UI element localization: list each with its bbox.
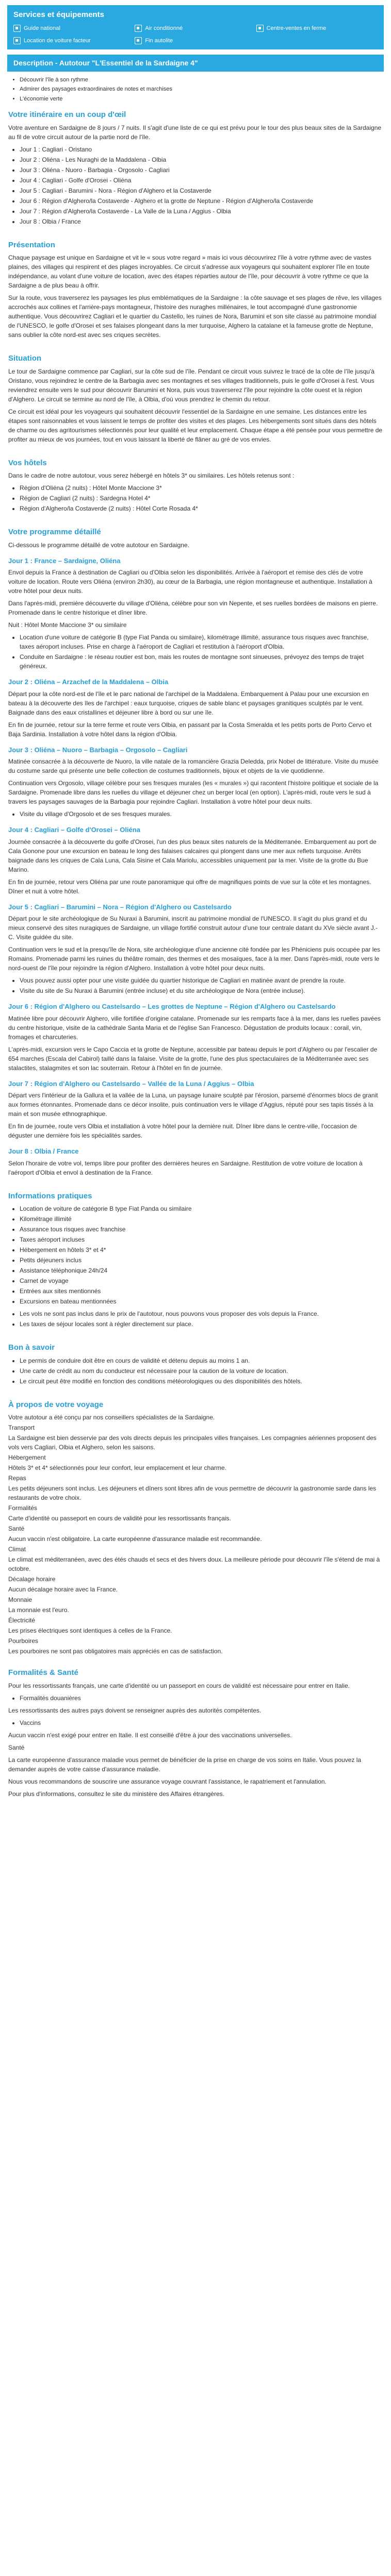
list-item: • Les taxes de séjour locales sont à régler directement sur place. bbox=[20, 1319, 383, 1329]
paragraph: Continuation vers Orgosolo, village célèbre pour ses fresques murales (les « murales ») qui racontent l'histoire politique et sociale de la Sardaigne. Promenade libre dans les ruelles du village et déjeuner chez un berger local (en option). L'après-midi, route vers le sud à travers les paysages sauvages de la Barbagia pour rejoindre Cagliari. Installation à votre hôtel pour deux nuits. bbox=[8, 779, 379, 805]
car-icon bbox=[13, 37, 21, 44]
day-title: Jour 7 : Région d'Alghero ou Castelsardo – Vallée de la Luna / Aggius – Olbia bbox=[8, 1079, 254, 1088]
presentation-title: Présentation bbox=[8, 240, 55, 249]
day-block bbox=[8, 677, 383, 739]
list-item: • Visite du village d'Orgosolo et de ses fresques murales. bbox=[20, 809, 383, 819]
paragraph: Aucun vaccin n'est exigé pour entrer en Italie. Il est conseillé d'être à jour des vaccinations universelles. bbox=[8, 1731, 292, 1739]
paragraph: Envol depuis la France à destination de Cagliari ou d'Olbia selon les disponibilités. Arrivée à l'aéroport et remise des clés de votre voiture de location. Route vers Oliéna (environ 2h30), au cœur de la Barbagia, une région montagneuse et authentique. Installation à votre hôtel pour deux nuits. bbox=[8, 569, 372, 595]
paragraph: Décalage horaire bbox=[8, 1575, 56, 1583]
paragraph: En fin de journée, route vers Olbia et installation à votre hôtel pour la dernière nuit. Dîner libre dans le centre-ville, l'occasion de déguster une dernière fois les spécialités sardes. bbox=[8, 1123, 357, 1139]
situation-section bbox=[7, 345, 384, 449]
list-item: • Jour 7 : Région d'Alghero/la Costaverde - La Valle de la Luna / Aggius - Olbia bbox=[20, 207, 383, 216]
program-title: Votre programme détaillé bbox=[8, 528, 101, 536]
paragraph: Santé bbox=[8, 1525, 25, 1532]
paragraph: Carte d'identité ou passeport en cours de validité pour les ressortissants français. bbox=[8, 1515, 231, 1522]
paragraph: Ci-dessous le programme détaillé de votre autotour en Sardaigne. bbox=[8, 541, 189, 549]
list-item: • Conduite en Sardaigne : le réseau routier est bon, mais les routes de montagne sont sinueuses, prévoyez des temps de trajet généreux. bbox=[20, 652, 383, 671]
paragraph: La monnaie est l'euro. bbox=[8, 1606, 69, 1614]
list-item: • Kilométrage illimité bbox=[20, 1214, 383, 1224]
paragraph: Départ pour la côte nord-est de l'île et le parc national de l'archipel de la Maddalena. Embarquement à Palau pour une excursion en bateau à la découverte des îles de l'archipel : eaux turquoise, criques de sable blanc et paysages granitiques sculptés par le vent. Baignade dans des eaux cristallines et déjeuner libre à bord ou sur une île. bbox=[8, 690, 369, 716]
list-item: • L'économie verte bbox=[20, 95, 383, 104]
overview-list bbox=[8, 145, 383, 226]
list-item: • Vaccins bbox=[20, 1718, 383, 1727]
paragraph: Les ressortissants des autres pays doivent se renseigner auprès des autorités compétentes. bbox=[8, 1706, 262, 1714]
day-block bbox=[8, 1146, 383, 1177]
list-item: • Hébergement en hôtels 3* et 4* bbox=[20, 1245, 383, 1255]
paragraph: Hébergement bbox=[8, 1454, 46, 1461]
paragraph: Sur la route, vous traverserez les paysages les plus emblématiques de la Sardaigne : la côte sauvage et ses plages de rêve, les villages accrochés aux collines et l'arrière-pays montagneux, l'histoire des nuraghes millénaires, le tout accompagné d'une gastronomie authentique. Vous découvrirez Cagliari et le quartier du Castello, les ruines de Nora, Barumini et son site classé au patrimoine mondial de l'UNESCO, le golfe d'Orosei et ses falaises plongeant dans la mer turquoise, Alghero la catalane et la fameuse grotte de Neptune, sans oublier la côte nord-est avec ses criques secrètes. bbox=[8, 294, 382, 338]
intro-text: Votre aventure en Sardaigne de 8 jours / 7 nuits. Il s'agit d'une liste de ce qui est prévu pour le tour des plus beaux sites de la Sardaigne au fil de votre circuit autour de la partie nord de l'île. bbox=[8, 124, 382, 141]
day-block bbox=[8, 825, 383, 896]
services-grid bbox=[13, 24, 378, 45]
autolite-icon bbox=[135, 37, 142, 44]
intro-title: Votre itinéraire en un coup d'œil bbox=[8, 110, 126, 119]
paragraph: Santé bbox=[8, 1743, 25, 1751]
formalities-list bbox=[8, 1718, 383, 1727]
day-block bbox=[8, 1079, 383, 1141]
day-block bbox=[8, 902, 383, 996]
paragraph: Nuit : Hôtel Monte Maccione 3* ou similaire bbox=[8, 621, 127, 629]
list-item: • Jour 6 : Région d'Alghero/la Costaverde - Alghero et la grotte de Neptune - Région d'Alghero/la Costaverde bbox=[20, 196, 383, 206]
practical-notes bbox=[8, 1309, 383, 1329]
paragraph: En fin de journée, retour sur la terre ferme et route vers Olbia, en passant par la Costa Smeralda et les petits ports de Porto Cervo et Baja Sardinia. Installation à votre hôtel dans la région d'Olbia. bbox=[8, 721, 372, 738]
day-block bbox=[8, 556, 383, 671]
list-item: • Région de Cagliari (2 nuits) : Sardegna Hotel 4* bbox=[20, 494, 383, 503]
services-panel bbox=[7, 5, 384, 49]
service-item: Centre-ventes en ferme bbox=[256, 24, 378, 33]
day-title: Jour 3 : Oliéna – Nuoro – Barbagia – Orgosolo – Cagliari bbox=[8, 745, 188, 754]
list-item: • Région d'Oliéna (2 nuits) : Hôtel Monte Maccione 3* bbox=[20, 483, 383, 493]
list-item: • Jour 4 : Cagliari - Golfe d'Orosei - Oliéna bbox=[20, 176, 383, 185]
list-item: • Jour 5 : Cagliari - Barumini - Nora - Région d'Alghero et la Costaverde bbox=[20, 186, 383, 195]
paragraph: Les prises électriques sont identiques à celles de la France. bbox=[8, 1627, 172, 1634]
day-title: Jour 1 : France – Sardaigne, Oliéna bbox=[8, 556, 121, 565]
paragraph: Dans le cadre de notre autotour, vous serez hébergé en hôtels 3* ou similaires. Les hôtels retenus sont : bbox=[8, 472, 295, 479]
hotels-list bbox=[8, 483, 383, 513]
list-item: • Location d'une voiture de catégorie B (type Fiat Panda ou similaire), kilométrage illimité, assurance tous risques avec franchise, taxes aéroport incluses. Prise en charge à l'aéroport de Cagliari et restitution à l'aéroport d'Olbia. bbox=[20, 633, 383, 651]
paragraph: Ce circuit est idéal pour les voyageurs qui souhaitent découvrir l'essentiel de la Sardaigne en une semaine. Les distances entre les étapes sont raisonnables et vous laissent le temps de profiter des visites et des plages. Les hébergements sont situés dans des hôtels de charme ou des agritourismes sélectionnés pour leur qualité et leur emplacement. Chaque étape a été pensée pour vous permettre de profiter au mieux de vos journées, tout en vous laissant la liberté de flâner au gré de vos envies. bbox=[8, 408, 383, 443]
good-to-know-list bbox=[8, 1356, 383, 1386]
service-item: Guide national bbox=[13, 24, 135, 33]
farm-icon bbox=[256, 25, 264, 32]
paragraph: Chaque paysage est unique en Sardaigne et vit le « sous votre regard » mais ici vous découvrirez l'île à votre rythme avec de vastes plaines, des villages qui respirent et des plages incroyables. Ce circuit s'adresse aux voyageurs qui souhaitent explorer l'île en toute indépendance, au volant d'une voiture de location, avec des étapes réparties autour de l'île, pour découvrir à votre rythme ce que la Sardaigne a de plus beau à offrir. bbox=[8, 254, 372, 289]
day-block bbox=[8, 1002, 383, 1073]
guide-icon bbox=[13, 25, 21, 32]
paragraph: Dans l'après-midi, première découverte du village d'Oliéna, célèbre pour son vin Nepente, et ses ruelles bordées de maisons en pierre. Promenade dans le centre historique et dîner libre. bbox=[8, 600, 378, 616]
paragraph: L'après-midi, excursion vers le Capo Caccia et la grotte de Neptune, accessible par bateau depuis le port d'Alghero ou par l'escalier de 654 marches (Escala del Cabirol) taillé dans la falaise. Visite de la grotte, l'une des plus spectaculaires de la Méditerranée avec ses stalactites, stalagmites et son lac souterrain. Retour à l'hôtel en fin de journée. bbox=[8, 1045, 378, 1072]
about-section bbox=[7, 1391, 384, 1659]
highlights-section bbox=[7, 72, 384, 231]
paragraph: Les pourboires ne sont pas obligatoires mais appréciés en cas de satisfaction. bbox=[8, 1648, 223, 1655]
list-item: • Entrées aux sites mentionnés bbox=[20, 1286, 383, 1296]
service-item: Air conditionné bbox=[135, 24, 256, 33]
paragraph: Hôtels 3* et 4* sélectionnés pour leur confort, leur emplacement et leur charme. bbox=[8, 1464, 226, 1471]
presentation-section bbox=[7, 231, 384, 345]
list-item: • Assistance téléphonique 24h/24 bbox=[20, 1266, 383, 1275]
list-item: • Le permis de conduire doit être en cours de validité et détenu depuis au moins 1 an. bbox=[20, 1356, 383, 1365]
paragraph: La Sardaigne est bien desservie par des vols directs depuis les principales villes françaises. Les compagnies aériennes proposent des vols vers Cagliari, Olbia et Alghero, selon les saisons. bbox=[8, 1434, 377, 1451]
paragraph: Matinée libre pour découvrir Alghero, ville fortifiée d'origine catalane. Promenade sur les remparts face à la mer, dans les ruelles pavées du centre historique, visite de la cathédrale Santa Maria et de l'église San Francesco. Dégustation de produits locaux : corail, vin, fromages et charcuteries. bbox=[8, 1014, 381, 1041]
paragraph: Départ pour le site archéologique de Su Nuraxi à Barumini, inscrit au patrimoine mondial de l'UNESCO. Il s'agit du plus grand et du mieux conservé des sites nuragiques de Sardaigne, un village fortifié construit autour d'une tour centrale datant du XVe siècle avant J.-C. Visite guidée du site. bbox=[8, 915, 378, 941]
paragraph: Le tour de Sardaigne commence par Cagliari, sur la côte sud de l'île. Pendant ce circuit vous suivrez le tracé de la côte de l'île jusqu'à Oristano, vous rejoindrez le centre de la Barbagia avec ses montagnes et ses villages traditionnels, puis le golfe d'Orosei à l'est. Vous reviendrez ensuite vers le sud pour découvrir Barumini et Nora, puis vous traverserez l'île pour rejoindre la côte ouest et la région d'Alghero. Le circuit se termine au nord de l'île, à Olbia, d'où vous prendrez le chemin du retour. bbox=[8, 367, 374, 403]
list-item: • Les vols ne sont pas inclus dans le prix de l'autotour, nous pouvons vous proposer des vols depuis la France. bbox=[20, 1309, 383, 1318]
paragraph: Repas bbox=[8, 1475, 26, 1482]
list-item: • Jour 2 : Oliéna - Les Nuraghi de la Maddalena - Olbia bbox=[20, 155, 383, 164]
paragraph: Départ vers l'intérieur de la Gallura et la vallée de la Luna, un paysage lunaire sculpté par l'érosion, parsemé d'énormes blocs de granit aux formes étonnantes. Promenade dans ce décor insolite, puis continuation vers le village d'Aggius, réputé pour ses tapis tissés à la main et son musée ethnographique. bbox=[8, 1092, 378, 1117]
list-item: • Visite du site de Su Nuraxi à Barumini (entrée incluse) et du site archéologique de Nora (entrée incluse). bbox=[20, 986, 383, 995]
day-title: Jour 8 : Olbia / France bbox=[8, 1147, 79, 1155]
day-bullets bbox=[8, 809, 383, 819]
day-title: Jour 2 : Oliéna – Arzachef de la Maddalena – Olbia bbox=[8, 678, 169, 686]
paragraph: Transport bbox=[8, 1424, 35, 1431]
day-block bbox=[8, 745, 383, 819]
list-item: • Jour 1 : Cagliari - Oristano bbox=[20, 145, 383, 154]
day-bullets bbox=[8, 633, 383, 671]
list-item: • Taxes aéroport incluses bbox=[20, 1235, 383, 1244]
practical-section bbox=[7, 1182, 384, 1334]
paragraph: Nous vous recommandons de souscrire une assurance voyage couvrant l'assistance, le rapatriement et l'annulation. bbox=[8, 1777, 327, 1785]
good-to-know-section bbox=[7, 1334, 384, 1391]
day-title: Jour 6 : Région d'Alghero ou Castelsardo – Les grottes de Neptune – Région d'Alghero ou Castelsardo bbox=[8, 1003, 336, 1010]
paragraph: Continuation vers le sud et la presqu'île de Nora, site archéologique d'une ancienne cité fondée par les Phéniciens puis occupée par les Romains. Promenade parmi les ruines du théâtre romain, des thermes et des mosaïques, face à la mer. Dans l'après-midi, route vers le nord-ouest de l'île pour rejoindre la région d'Alghero. Installation à votre hôtel pour deux nuits. bbox=[8, 946, 381, 972]
day-bullets bbox=[8, 976, 383, 995]
paragraph: Formalités bbox=[8, 1504, 38, 1512]
list-item: • Une carte de crédit au nom du conducteur est nécessaire pour la caution de la voiture de location. bbox=[20, 1366, 383, 1376]
formalities-section bbox=[7, 1659, 384, 1804]
service-item: Location de voiture facteur bbox=[13, 37, 135, 45]
paragraph: En fin de journée, retour vers Oliéna par une route panoramique qui offre de magnifiques points de vue sur la côte et les montagnes. Dîner et nuit à votre hôtel. bbox=[8, 878, 371, 895]
formalities-title: Formalités & Santé bbox=[8, 1668, 78, 1677]
good-to-know-title: Bon à savoir bbox=[8, 1343, 55, 1352]
paragraph: Pour plus d'informations, consultez le site du ministère des Affaires étrangères. bbox=[8, 1790, 224, 1798]
paragraph: Le climat est méditerranéen, avec des étés chauds et secs et des hivers doux. La meilleure période pour découvrir l'île s'étend de mai à octobre. bbox=[8, 1556, 380, 1572]
list-item: • Région d'Alghero/la Costaverde (2 nuits) : Hôtel Corte Rosada 4* bbox=[20, 504, 383, 513]
program-section bbox=[7, 518, 384, 1182]
paragraph: Pourboires bbox=[8, 1637, 39, 1645]
list-item: • Excursions en bateau mentionnées bbox=[20, 1297, 383, 1306]
situation-title: Situation bbox=[8, 354, 42, 363]
paragraph: Les petits déjeuners sont inclus. Les déjeuners et dîners sont libres afin de vous permettre de découvrir la gastronomie sarde dans les restaurants de votre choix. bbox=[8, 1485, 377, 1501]
paragraph: La carte européenne d'assurance maladie vous permet de bénéficier de la prise en charge de vos soins en Italie. Vous pouvez la demander auprès de votre caisse d'assurance maladie. bbox=[8, 1756, 362, 1773]
paragraph: Monnaie bbox=[8, 1596, 32, 1603]
list-item: • Jour 3 : Oliéna - Nuoro - Barbagia - Orgosolo - Cagliari bbox=[20, 165, 383, 175]
description-title-bar: Description - Autotour "L'Essentiel de la Sardaigne 4" bbox=[7, 55, 384, 72]
list-item: • Formalités douanières bbox=[20, 1693, 383, 1703]
list-item: • Assurance tous risques avec franchise bbox=[20, 1225, 383, 1234]
about-title: À propos de votre voyage bbox=[8, 1400, 104, 1409]
highlights-list bbox=[8, 76, 383, 104]
paragraph: Aucun décalage horaire avec la France. bbox=[8, 1586, 118, 1593]
day-title: Jour 5 : Cagliari – Barumini – Nora – Région d'Alghero ou Castelsardo bbox=[8, 903, 232, 911]
services-title: Services et équipements bbox=[13, 10, 104, 19]
day-title: Jour 4 : Cagliari – Golfe d'Orosei – Oliéna bbox=[8, 826, 140, 834]
list-item: • Le circuit peut être modifié en fonction des conditions météorologiques ou des disponibilités des hôtels. bbox=[20, 1377, 383, 1386]
list-item: • Petits déjeuners inclus bbox=[20, 1256, 383, 1265]
list-item: • Admirer des paysages extraordinaires de notes et marchises bbox=[20, 85, 383, 94]
hotels-title: Vos hôtels bbox=[8, 458, 47, 467]
list-item: • Vous pouvez aussi opter pour une visite guidée du quartier historique de Cagliari en matinée avant de prendre la route. bbox=[20, 976, 383, 985]
paragraph: Aucun vaccin n'est obligatoire. La carte européenne d'assurance maladie est recommandée. bbox=[8, 1535, 262, 1543]
air-conditioning-icon bbox=[135, 25, 142, 32]
list-item: • Location de voiture de catégorie B type Fiat Panda ou similaire bbox=[20, 1204, 383, 1213]
paragraph: Journée consacrée à la découverte du golfe d'Orosei, l'un des plus beaux sites naturels de la Méditerranée. Embarquement au port de Cala Gonone pour une excursion en bateau le long des falaises calcaires qui plongent dans une mer aux reflets turquoise. Arrêts baignade dans les criques de Cala Luna, Cala Sisine et Cala Mariolu, accessibles uniquement par la mer. Visite de la grotte du Bue Marino. bbox=[8, 838, 377, 873]
practical-title: Informations pratiques bbox=[8, 1191, 92, 1200]
formalities-list bbox=[8, 1693, 383, 1703]
hotels-section bbox=[7, 449, 384, 519]
practical-list bbox=[8, 1204, 383, 1306]
paragraph: Matinée consacrée à la découverte de Nuoro, la ville natale de la romancière Grazia Deledda, prix Nobel de littérature. Visite du musée du costume sarde qui présente une belle collection de costumes traditionnels, bijoux et objets de la vie quotidienne. bbox=[8, 758, 379, 774]
paragraph: Pour les ressortissants français, une carte d'identité ou un passeport en cours de validité est nécessaire pour entrer en Italie. bbox=[8, 1682, 350, 1689]
list-item: • Carnet de voyage bbox=[20, 1276, 383, 1285]
paragraph: Climat bbox=[8, 1546, 26, 1553]
paragraph: Électricité bbox=[8, 1617, 36, 1624]
service-item: Fin autolite bbox=[135, 37, 256, 45]
paragraph: Votre autotour a été conçu par nos conseillers spécialistes de la Sardaigne. bbox=[8, 1414, 215, 1421]
paragraph: Selon l'horaire de votre vol, temps libre pour profiter des dernières heures en Sardaigne. Restitution de votre voiture de location à l'aéroport d'Olbia et envol à destination de la France. bbox=[8, 1159, 363, 1176]
list-item: • Jour 8 : Olbia / France bbox=[20, 217, 383, 226]
list-item: • Découvrir l'île à son rythme bbox=[20, 76, 383, 84]
